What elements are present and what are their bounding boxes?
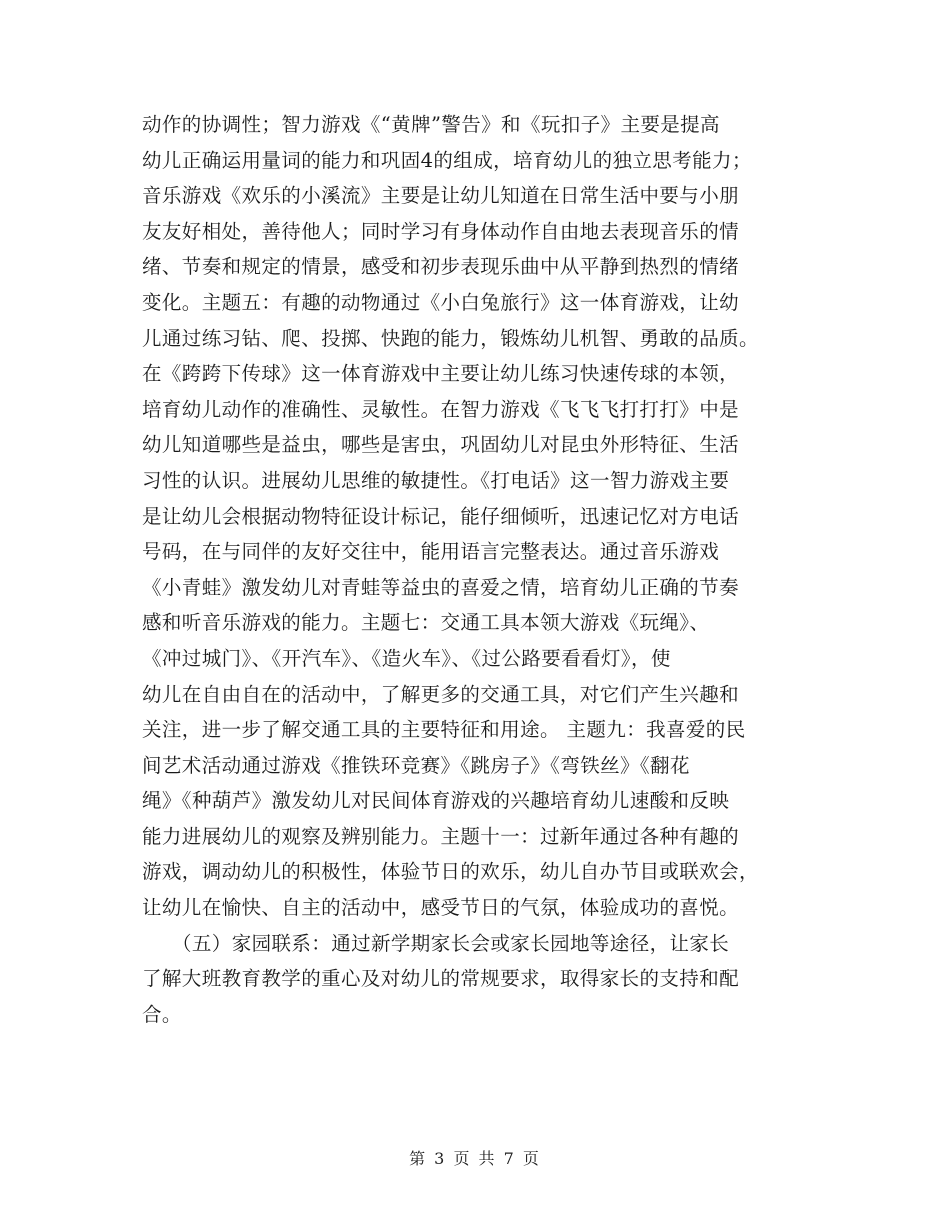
text-line: 习性的认识。进展幼儿思维的敏捷性。《打电话》这一智力游戏主要 bbox=[142, 468, 730, 492]
text-line: 间艺术活动通过游戏《推铁环竞赛》《跳房子》《弯铁丝》《翻花 bbox=[142, 753, 690, 777]
text-line: 培育幼儿动作的准确性、灵敏性。在智力游戏《飞飞飞打打打》中是 bbox=[142, 397, 740, 421]
body-text bbox=[142, 107, 808, 1032]
text-line: 是让幼儿会根据动物特征设计标记，能仔细倾听，迅速记忆对方电话 bbox=[142, 504, 740, 528]
text-line: 儿通过练习钻、爬、投掷、快跑的能力，锻炼幼儿机智、勇敢的品质。 bbox=[142, 326, 759, 350]
text-line: 《冲过城门》、《开汽车》、《造火车》、《过公路要看看灯》，使 bbox=[142, 646, 671, 670]
text-line: 变化。主题五：有趣的动物通过《小白兔旅行》这一体育游戏，让幼 bbox=[142, 290, 740, 314]
text-line: 绪、节奏和规定的情景，感受和初步表现乐曲中从平静到热烈的情绪 bbox=[142, 255, 740, 279]
text-line: 号码，在与同伴的友好交往中，能用语言完整表达。通过音乐游戏 bbox=[142, 540, 720, 564]
text-line: 能力进展幼儿的观察及辨别能力。主题十一：过新年通过各种有趣的 bbox=[142, 824, 740, 848]
page-number-footer: 第 3 页 共 7 页 bbox=[409, 1149, 541, 1168]
text-line: 关注，进一步了解交通工具的主要特征和用途。 主题九：我喜爱的民 bbox=[142, 718, 746, 742]
text-line: 感和听音乐游戏的能力。主题七：交通工具本领大游戏《玩绳》、 bbox=[142, 611, 710, 635]
text-line: 《小青蛙》激发幼儿对青蛙等益虫的喜爱之情，培育幼儿正确的节奏 bbox=[142, 575, 740, 599]
text-line: 了解大班教育教学的重心及对幼儿的常规要求，取得家长的支持和配 bbox=[142, 967, 740, 991]
text-line: 幼儿正确运用量词的能力和巩固4的组成，培育幼儿的独立思考能力； bbox=[142, 148, 752, 172]
text-line: 幼儿知道哪些是益虫，哪些是害虫，巩固幼儿对昆虫外形特征、生活 bbox=[142, 433, 740, 457]
text-line: 动作的协调性；智力游戏《“黄牌”警告》和《玩扣子》主要是提高 bbox=[142, 113, 720, 136]
text-line: 在《跨跨下传球》这一体育游戏中主要让幼儿练习快速传球的本领， bbox=[142, 362, 740, 386]
text-line: 音乐游戏《欢乐的小溪流》主要是让幼儿知道在日常生活中要与小朋 bbox=[142, 184, 740, 208]
text-line-paragraph-start: （五）家园联系：通过新学期家长会或家长园地等途径，让家长 bbox=[172, 931, 730, 955]
text-line: 合。 bbox=[142, 1002, 182, 1026]
text-line: 游戏，调动幼儿的积极性，体验节日的欢乐，幼儿自办节目或联欢会， bbox=[142, 860, 759, 884]
text-line: 绳》《种葫芦》激发幼儿对民间体育游戏的兴趣培育幼儿速酸和反映 bbox=[142, 789, 730, 813]
text-line: 让幼儿在愉快、自主的活动中，感受节日的气氛，体验成功的喜悦。 bbox=[142, 896, 740, 920]
text-line: 幼儿在自由自在的活动中，了解更多的交通工具，对它们产生兴趣和 bbox=[142, 682, 740, 706]
text-line: 友友好相处，善待他人；同时学习有身体动作自由地去表现音乐的情 bbox=[142, 219, 740, 243]
